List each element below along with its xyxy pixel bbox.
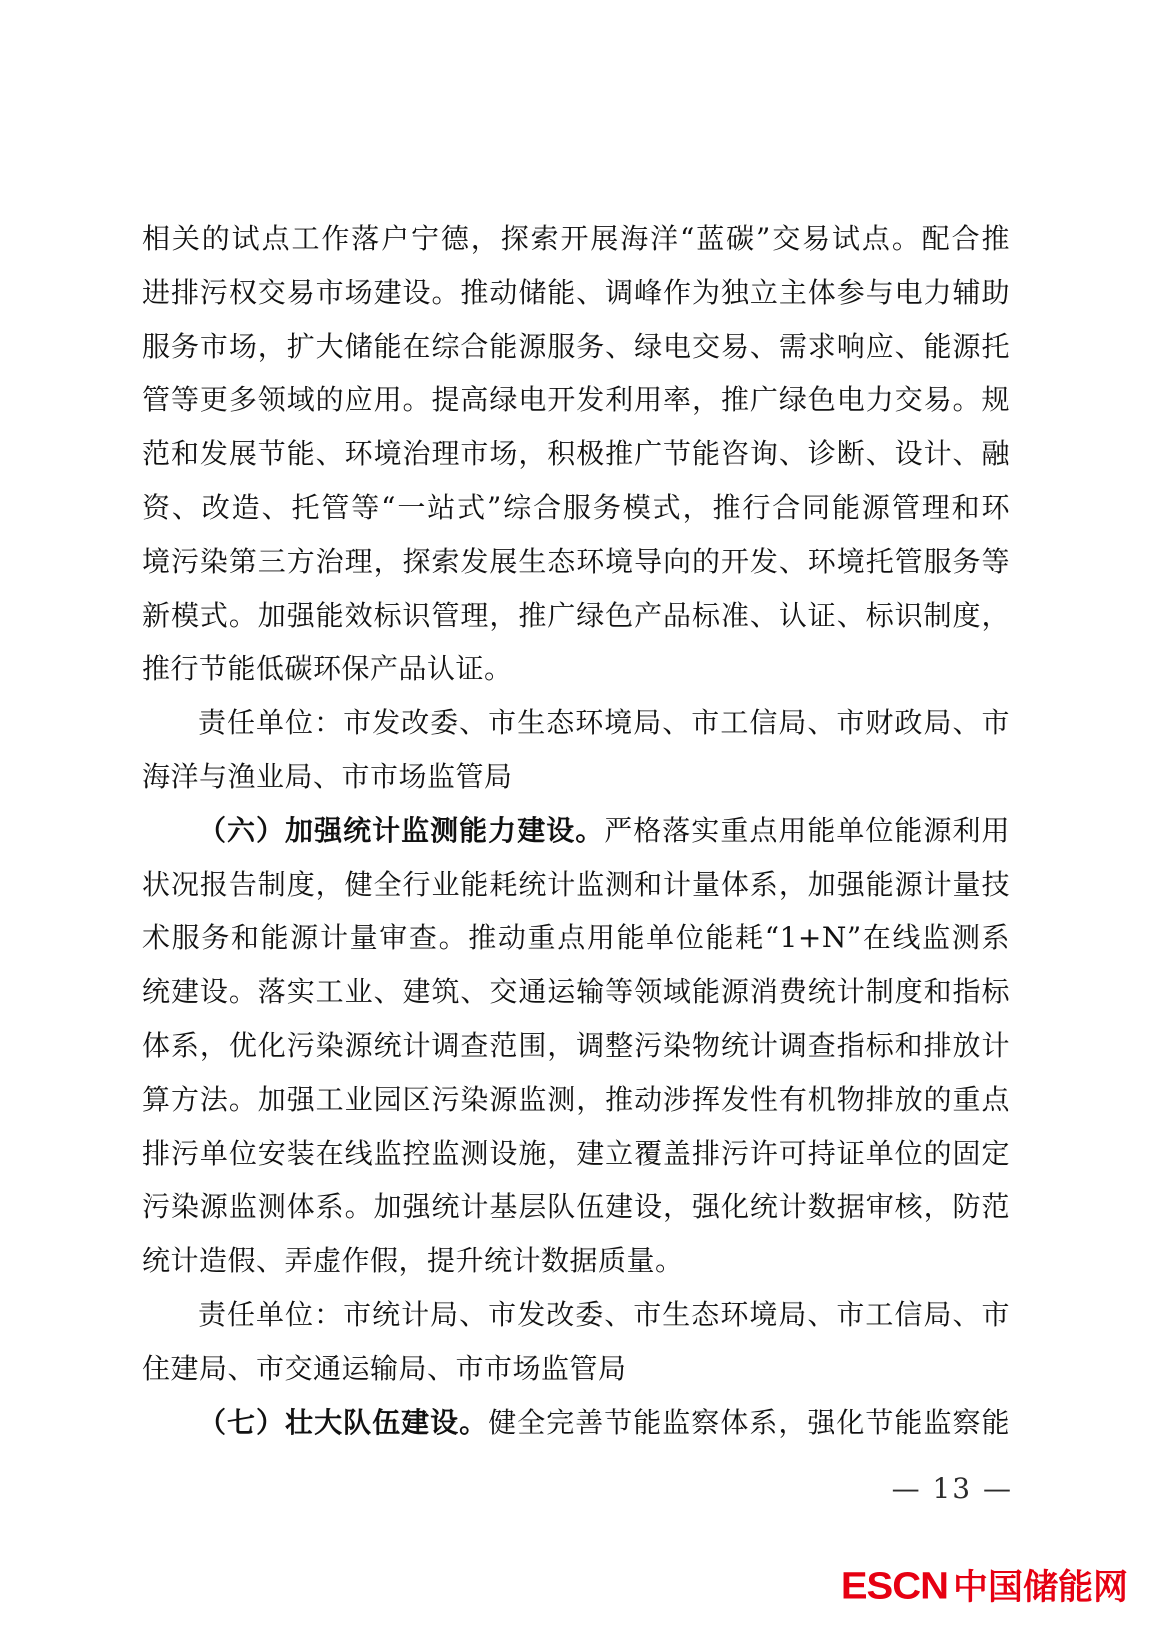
text-line: 算方法。加强工业园区污染源监测，推动涉挥发性有机物排放的重点 (142, 1082, 1010, 1116)
text-run: 严格落实重点用能单位能源利用 (604, 813, 1010, 847)
text-line: 管等更多领域的应用。提高绿电开发利用率，推广绿色电力交易。规 (142, 383, 1010, 417)
text-line: 服务市场，扩大储能在综合能源服务、绿电交易、需求响应、能源托 (142, 329, 1010, 363)
text-line: 范和发展节能、环境治理市场，积极推广节能咨询、诊断、设计、融 (142, 437, 1010, 471)
text-line-section-7-heading (142, 1396, 1010, 1450)
text-line: 污染源监测体系。加强统计基层队伍建设，强化统计数据审核，防范 (142, 1190, 1010, 1224)
text-line-responsible-units: 住建局、市交通运输局、市市场监管局 (142, 1351, 627, 1385)
section-6-title: （六）加强统计监测能力建设。 (198, 813, 605, 847)
text-line: 排污单位安装在线监控监测设施，建立覆盖排污许可持证单位的固定 (142, 1136, 1010, 1170)
text-line: 体系，优化污染源统计调查范围，调整污染物统计调查指标和排放计 (142, 1028, 1010, 1062)
text-line-responsible-units: 责任单位：市统计局、市发改委、市生态环境局、市工信局、市 (198, 1297, 1010, 1331)
text-line: 新模式。加强能效标识管理，推广绿色产品标准、认证、标识制度， (142, 598, 1010, 632)
section-7-title: （七）壮大队伍建设。 (198, 1405, 489, 1439)
page-number: — 13 — (891, 1472, 1013, 1505)
text-run: 健全完善节能监察体系，强化节能监察能 (488, 1405, 1010, 1439)
text-line: 进排污权交易市场建设。推动储能、调峰作为独立主体参与电力辅助 (142, 275, 1010, 309)
text-line: 统计造假、弄虚作假，提升统计数据质量。 (142, 1244, 684, 1278)
text-line-section-6-heading (142, 804, 1010, 858)
escn-logo (841, 1560, 1128, 1610)
text-line-responsible-units: 海洋与渔业局、市市场监管局 (142, 759, 513, 793)
escn-logo-text-en: ESCN (840, 1565, 948, 1607)
text-line: 推行节能低碳环保产品认证。 (142, 652, 513, 686)
text-line: 状况报告制度，健全行业能耗统计监测和计量体系，加强能源计量技 (142, 867, 1010, 901)
text-line: 境污染第三方治理，探索发展生态环境导向的开发、环境托管服务等 (142, 544, 1010, 578)
text-line: 术服务和能源计量审查。推动重点用能单位能耗“1+N”在线监测系 (142, 921, 1010, 955)
text-line: 相关的试点工作落户宁德，探索开展海洋“蓝碳”交易试点。配合推 (142, 222, 1010, 255)
escn-logo-text-cn: 中国储能网 (952, 1568, 1128, 1608)
text-line-responsible-units: 责任单位：市发改委、市生态环境局、市工信局、市财政局、市 (198, 706, 1010, 740)
text-line: 资、改造、托管等“一站式”综合服务模式，推行合同能源管理和环 (142, 490, 1010, 524)
text-line: 统建设。落实工业、建筑、交通运输等领域能源消费统计制度和指标 (142, 975, 1010, 1009)
document-body-text (142, 212, 1010, 1449)
